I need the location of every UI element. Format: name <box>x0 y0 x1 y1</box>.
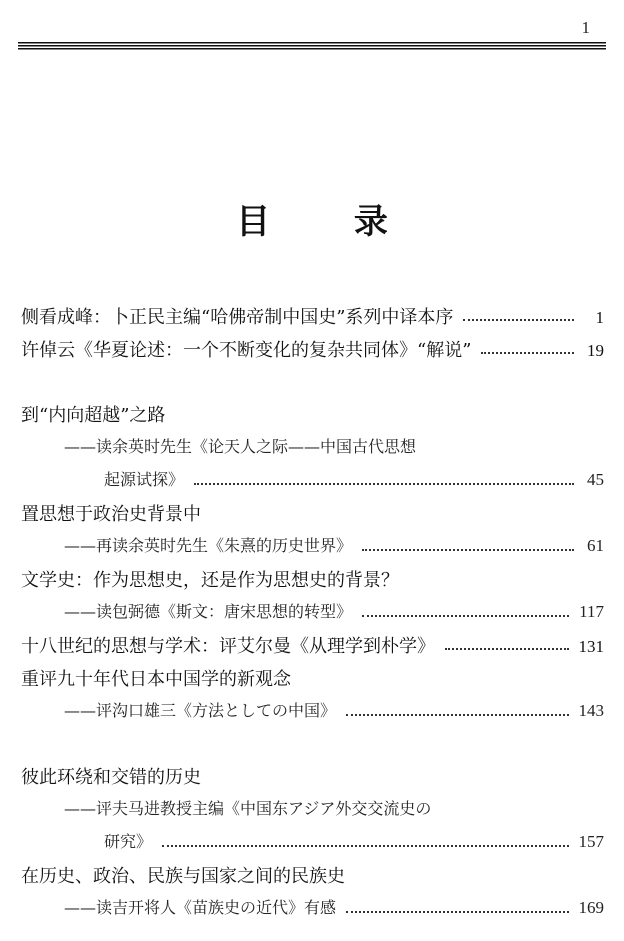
dot-leader <box>346 911 568 913</box>
toc-entry-subtitle <box>64 895 604 923</box>
toc-entry-title: 重评九十年代日本中国学的新观念 <box>21 669 291 690</box>
toc-entry-subtitle-text: ——评沟口雄三《方法としての中国》 <box>64 701 337 720</box>
toc-entry[interactable] <box>21 665 604 693</box>
toc-entry-continuation-text: 研究》 <box>104 832 153 851</box>
toc-entry[interactable] <box>21 862 604 890</box>
toc-entry-continuation <box>104 467 604 495</box>
dot-leader <box>463 319 574 321</box>
toc-entry-subtitle <box>64 698 604 726</box>
toc-entry-page: 143 <box>578 701 604 720</box>
dot-leader <box>362 615 569 617</box>
toc-entry-subtitle <box>64 533 604 561</box>
dot-leader <box>481 352 574 354</box>
dot-leader <box>346 714 568 716</box>
toc-entry-subtitle-text: ——读包弼德《斯文：唐宋思想的转型》 <box>64 602 353 621</box>
header-rule <box>18 42 606 51</box>
toc-entry-page: 19 <box>587 341 604 360</box>
toc-entry-continuation-text: 起源试探》 <box>104 470 185 489</box>
toc-entry-subtitle <box>64 434 604 462</box>
dot-leader <box>362 549 574 551</box>
toc-entry-title: 置思想于政治史背景中 <box>21 504 201 525</box>
toc-entry-subtitle-text: ——读余英时先生《论天人之际——中国古代思想 <box>64 437 417 456</box>
toc-entry-title: 彼此环绕和交错的历史 <box>21 767 201 788</box>
toc-entry-subtitle-text: ——评夫马进教授主编《中国东アジア外交交流史の <box>64 799 432 818</box>
toc-entry-title: 侧看成峰：卜正民主编“哈佛帝制中国史”系列中译本序 <box>21 307 454 328</box>
toc-entry-page: 157 <box>578 832 604 851</box>
dot-leader <box>194 483 574 485</box>
toc-heading: 目 录 <box>236 202 424 242</box>
toc-entry-page: 169 <box>578 898 604 917</box>
dot-leader <box>162 845 568 847</box>
toc-entry[interactable] <box>21 763 604 791</box>
toc-entry-title: 到“内向超越”之路 <box>21 405 166 426</box>
toc-entry-page: 61 <box>587 536 604 555</box>
toc-entry-subtitle <box>64 796 604 824</box>
toc-entry[interactable] <box>21 632 604 660</box>
dot-leader <box>445 648 569 650</box>
toc-entry-title: 文学史：作为思想史，还是作为思想史的背景？ <box>21 570 399 591</box>
toc-entry-page: 117 <box>579 602 604 621</box>
toc-entry[interactable] <box>21 566 604 594</box>
toc-entry[interactable] <box>21 303 604 331</box>
page-number: 1 <box>581 18 590 37</box>
toc-entry[interactable] <box>21 336 604 364</box>
toc-entry-page: 131 <box>578 637 604 656</box>
toc-entry-title: 在历史、政治、民族与国家之间的民族史 <box>21 866 345 887</box>
toc-entry-page: 45 <box>587 470 604 489</box>
toc-entry-title: 许倬云《华夏论述：一个不断变化的复杂共同体》“解说” <box>21 340 472 361</box>
toc-entry[interactable] <box>21 401 604 429</box>
toc-entry-subtitle-text: ——再读余英时先生《朱熹的历史世界》 <box>64 536 353 555</box>
toc-entry-page: 1 <box>595 308 604 327</box>
toc-entry-subtitle <box>64 599 604 627</box>
toc-entry[interactable] <box>21 500 604 528</box>
toc-entry-title: 十八世纪的思想与学术：评艾尔曼《从理学到朴学》 <box>21 636 435 657</box>
toc-entry-continuation <box>104 829 604 857</box>
toc-entry-subtitle-text: ——读吉开将人《苗族史の近代》有感 <box>64 898 337 917</box>
